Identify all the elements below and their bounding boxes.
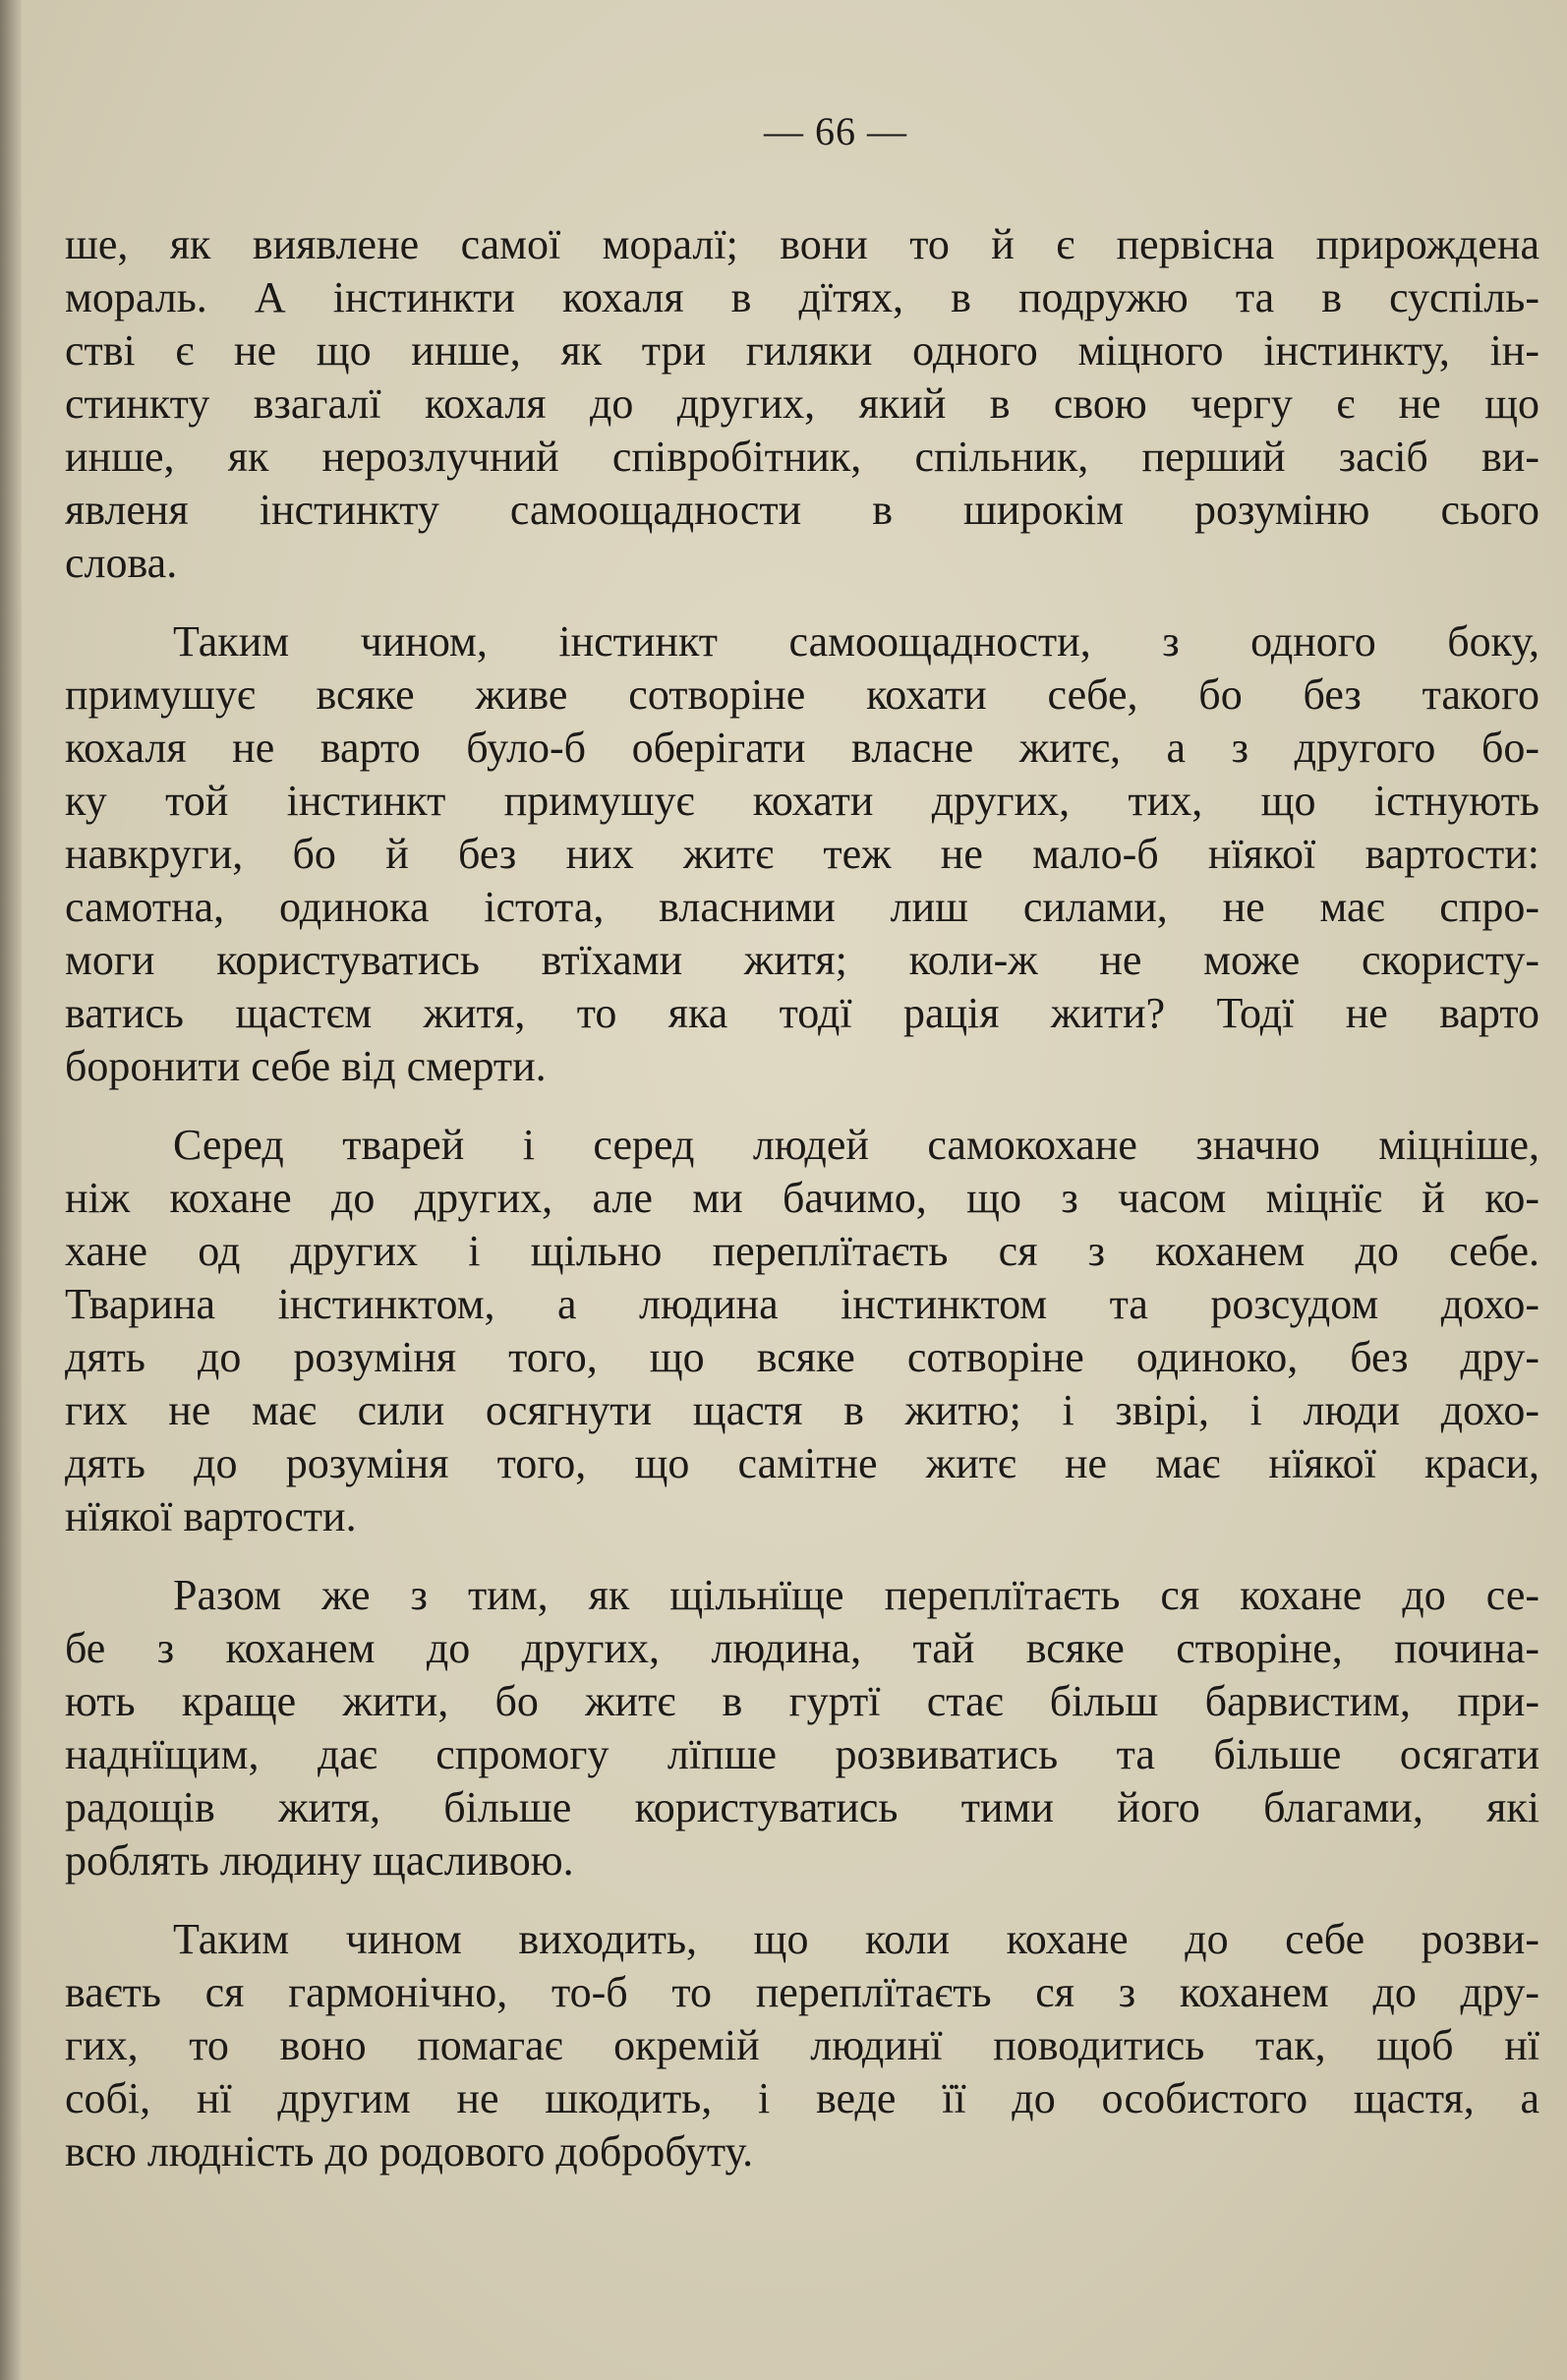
text-line: Разом же з тим, як щільнїще переплїтаєть ся кохане до се- [173, 1571, 1539, 1619]
text-line: дять до розуміня того, що всяке сотворіне одиноко, без дру- [65, 1333, 1539, 1381]
text-line: мораль. А інстинкти кохаля в дїтях, в подружю та в суспіль- [65, 273, 1539, 321]
text-line: роблять людину щасливою. [65, 1836, 574, 1885]
text-line: гих, то воно помагає окремій людинї поводитись так, щоб нї [65, 2021, 1539, 2069]
text-line: инше, як нерозлучний співробітник, спільник, перший засіб ви- [65, 433, 1539, 481]
text-line: дять до розуміня того, що самітне житє не має нїякої краси, [65, 1439, 1539, 1487]
text-line: всю людність до родового добробуту. [65, 2127, 754, 2176]
paragraph-1 [65, 218, 1539, 590]
text-line: ватись щастєм житя, то яка тодї рація жити? Тодї не варто [65, 989, 1539, 1037]
text-line: примушує всяке живе сотворіне кохати себе, бо без такого [65, 670, 1539, 719]
text-line: Таким чином виходить, що коли кохане до себе розви- [173, 1915, 1539, 1963]
paragraph-3 [65, 1119, 1539, 1543]
text-line: стинкту взагалї кохаля до других, який в свою чергу є не що [65, 379, 1539, 428]
text-line: моги користуватись втїхами житя; коли-ж не може скористу- [65, 936, 1539, 984]
text-line: ше, як виявлене самої моралї; вони то й є первісна прирождена [65, 220, 1539, 268]
paragraph-4 [65, 1569, 1539, 1887]
page-number: — 66 — [764, 109, 907, 153]
text-line: ку той інстинкт примушує кохати других, тих, що істнують [65, 777, 1539, 825]
text-line: хане од других і щільно переплїтаєть ся з коханем до себе. [65, 1227, 1539, 1275]
text-line: ють краще жити, бо житє в гуртї стає більш барвистим, при- [65, 1677, 1539, 1725]
text-line: слова. [65, 539, 178, 587]
text-line: стві є не що инше, як три гиляки одного міцного інстинкту, ін- [65, 326, 1539, 375]
text-line: радощів житя, більше користуватись тими його благами, які [65, 1783, 1539, 1831]
text-line: навкруги, бо й без них житє теж не мало-б нїякої вартости: [65, 830, 1539, 878]
text-line: ніж кохане до других, але ми бачимо, що з часом міцнїє й ко- [65, 1174, 1539, 1222]
text-line: ваєть ся гармонічно, то-б то переплїтаєть ся з коханем до дру- [65, 1968, 1539, 2016]
text-body [65, 218, 1539, 2204]
text-line: гих не має сили осягнути щастя в житю; і звірі, і люди дохо- [65, 1386, 1539, 1434]
page-edge-shadow [0, 0, 22, 2380]
text-line: кохаля не варто було-б оберігати власне житє, а з другого бо- [65, 724, 1539, 772]
text-line: бе з коханем до других, людина, тай всяке створіне, почина- [65, 1624, 1539, 1672]
text-line: Тварина інстинктом, а людина інстинктом та розсудом дохо- [65, 1280, 1539, 1328]
text-line: боронити себе від смерти. [65, 1042, 547, 1090]
text-line: явленя інстинкту самоощадности в широкім розуміню сього [65, 486, 1539, 534]
paragraph-2 [65, 615, 1539, 1093]
paragraph-5 [65, 1913, 1539, 2178]
text-line: наднїщим, дає спромогу лїпше розвиватись та більше осягати [65, 1730, 1539, 1778]
text-line: Серед тварей і серед людей самокохане значно міцніше, [173, 1121, 1539, 1169]
text-line: самотна, одинока істота, власними лиш силами, не має спро- [65, 883, 1539, 931]
text-line: Таким чином, інстинкт самоощадности, з одного боку, [173, 617, 1539, 666]
text-line: нїякої вартости. [65, 1492, 357, 1540]
text-line: собі, нї другим не шкодить, і веде її до особистого щастя, а [65, 2074, 1539, 2122]
